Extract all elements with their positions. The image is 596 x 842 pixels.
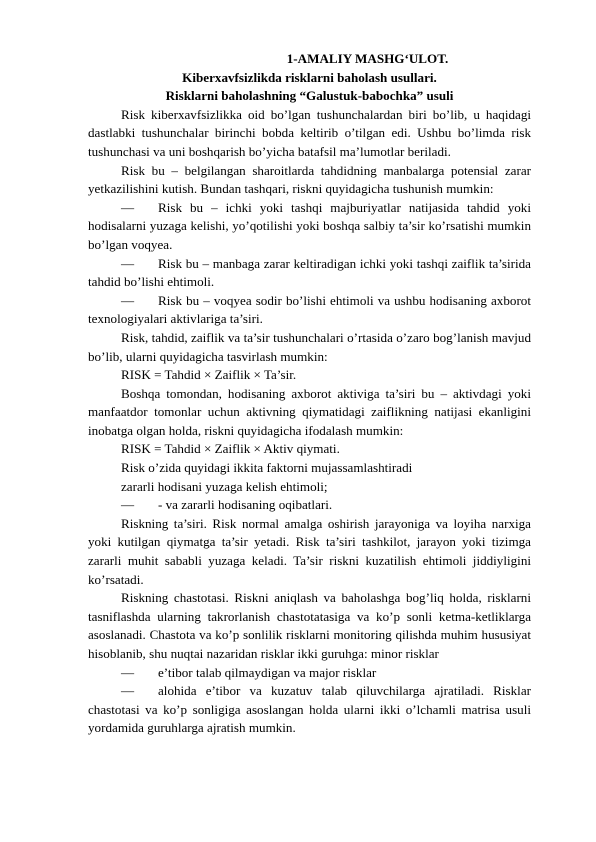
list-item-text: - va zararli hodisaning oqibatlari.: [158, 497, 333, 513]
list-item: [88, 682, 531, 738]
dash-marker: —: [121, 292, 135, 308]
formula-2: RISK = Tahdid × Zaiflik × Aktiv qiymati.: [121, 441, 340, 457]
dash-marker: —: [121, 664, 135, 680]
dash-marker: —: [121, 255, 135, 271]
formula-1: RISK = Tahdid × Zaiflik × Ta’sir.: [121, 367, 297, 383]
dash-marker: —: [121, 497, 135, 513]
dash-marker: —: [121, 683, 135, 699]
list-item-text: Risk bu – voqyea sodir bo’lishi ehtimoli va ushbu hodisaning axborot texnologiyalari aktivlariga ta’siri.: [88, 292, 531, 327]
paragraph-risk-definition: Risk bu – belgilangan sharoitlarda tahdidning manbalarga potensial zarar yetkazilishini kutish. Bundan tashqari, riskni quyidagicha tushunish mumkin:: [88, 162, 531, 197]
list-item-text: Risk bu – manbaga zarar keltiradigan ichki yoki tashqi zaiflik ta’sirida tahdid bo’lishi ehtimoli.: [88, 255, 531, 290]
paragraph-factors: Risk o’zida quyidagi ikkita faktorni mujassamlashtiradi: [121, 460, 413, 476]
document-subtitle: Kiberxavfsizlikda risklarni baholash usullari.: [182, 69, 437, 85]
paragraph-risk-impact: Riskning ta’siri. Risk normal amalga oshirish jarayoniga va loyiha narxiga yoki kutilgan qiymatga ta’sir yetadi. Risk ta’siri tashkilot, jarayon yoki tizimga zararli muhit sababli yuzaga keladi. Ta’sir riskni kuzatilish ehtimoli jiddiyligini ko’rsatadi.: [88, 515, 531, 587]
list-item-text: e’tibor talab qilmaydigan va major risklar: [158, 664, 377, 680]
paragraph-other-side: Boshqa tomondan, hodisaning axborot aktiviga ta’siri bu – aktivdagi yoki manfaatdor tomonlar uchun aktivning qiymatidagi zaiflikning natijasi ekanligini inobatga olgan holda, riskni quyidagicha ifodalash mumkin:: [88, 385, 531, 438]
list-item: [88, 664, 531, 683]
document-title: 1-AMALIY MASHG‘ULOT.: [286, 51, 449, 66]
section-heading: Risklarni baholashning “Galustuk-babochka” usuli: [165, 88, 454, 104]
list-item-text: alohida e’tibor va kuzatuv talab qiluvchilarga ajratiladi. Risklar chastotasi va ko’p sonligiga asoslangan holda ularni ikki o’lchamli matrisa usuli yordamida guruhlarga ajratish mumkin.: [88, 683, 531, 736]
paragraph-relation: Risk, tahdid, zaiflik va ta’sir tushunchalari o’rtasida o’zaro bog’lanish mavjud bo’lib, ularni quyidagicha tasvirlash mumkin:: [88, 329, 531, 364]
paragraph-intro: Risk kiberxavfsizlikka oid bo’lgan tushunchalardan biri bo’lib, u haqidagi dastlabki tushunchalar birinchi bobda keltirib o’tilgan edi. Ushbu bo’limda risk tushunchasi va uni boshqarish bo’yicha batafsil ma’lumotlar beriladi.: [88, 106, 531, 159]
list-item: [88, 292, 531, 329]
paragraph-risk-frequency: Riskning chastotasi. Riskni aniqlash va baholashga bog’liq holda, risklarni tasniflashda ularning takrorlanish chastotatasiga va ko’p sonli ketma-ketliklarga asoslanadi. Chastota va ko’p sonlilik risklarni monitoring qilishda muhim hususiyat hisoblanib, shu nuqtai nazaridan risklar ikki guruhga: minor risklar: [88, 590, 531, 661]
list-item: [88, 199, 531, 255]
paragraph-probability: zararli hodisani yuzaga kelish ehtimoli;: [121, 478, 328, 494]
list-item: [88, 496, 531, 515]
document-page: [88, 50, 531, 738]
dash-marker: —: [121, 199, 135, 215]
list-item-text: Risk bu – ichki yoki tashqi majburiyatlar natijasida tahdid yoki hodisalarni yuzaga kelishi, yo’qotilishi yoki boshqa salbiy ta’sir ko’rsatishi mumkin bo’lgan voqyea.: [88, 199, 531, 252]
list-item: [88, 255, 531, 292]
